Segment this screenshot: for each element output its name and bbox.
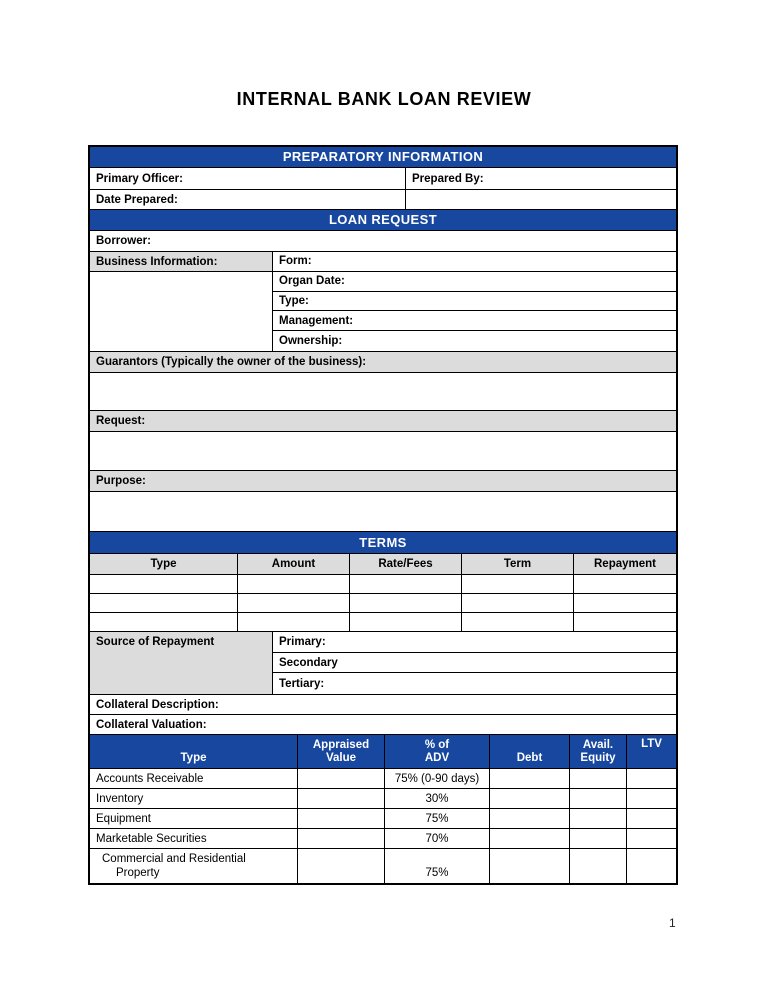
collateral-col-ltv: LTV (626, 735, 676, 768)
appraised-value-cell[interactable] (297, 849, 384, 883)
date-prepared-field[interactable]: Date Prepared: (96, 193, 178, 206)
terms-rate-cell[interactable] (349, 613, 461, 631)
pct-of-adv-cell: 30% (384, 789, 489, 808)
row-date-prepared (90, 190, 676, 210)
row-collateral-valuation (90, 715, 676, 735)
terms-type-cell[interactable] (90, 613, 237, 631)
appraised-value-cell[interactable] (297, 769, 384, 788)
terms-repayment-cell[interactable] (573, 613, 676, 631)
row-source-of-repayment (90, 632, 676, 695)
row-business-information (90, 252, 676, 352)
primary-officer-field[interactable]: Primary Officer: (96, 172, 183, 185)
terms-type-cell[interactable] (90, 575, 237, 593)
section-header-loan-request: LOAN REQUEST (90, 210, 676, 231)
collateral-col-avail-equity: Avail. Equity (569, 735, 626, 768)
terms-term-cell[interactable] (461, 613, 573, 631)
avail-equity-cell[interactable] (569, 769, 626, 788)
collateral-type-cell: Inventory (96, 792, 144, 805)
repayment-sources-column (273, 632, 676, 694)
tertiary-source-field[interactable]: Tertiary: (279, 677, 325, 690)
avail-equity-cell[interactable] (569, 829, 626, 848)
section-header-terms: TERMS (90, 532, 676, 554)
page-title: INTERNAL BANK LOAN REVIEW (236, 89, 532, 109)
terms-type-cell[interactable] (90, 594, 237, 612)
pct-of-adv-cell: 75% (384, 849, 489, 883)
row-request-entry (90, 432, 676, 471)
management-field[interactable]: Management: (273, 311, 676, 331)
request-label: Request: (90, 411, 676, 431)
terms-col-rate-fees: Rate/Fees (349, 554, 461, 574)
debt-cell[interactable] (489, 789, 569, 808)
appraised-value-cell[interactable] (297, 789, 384, 808)
debt-cell[interactable] (489, 849, 569, 883)
terms-repayment-cell[interactable] (573, 594, 676, 612)
business-detail-column (273, 252, 676, 351)
ltv-cell[interactable] (626, 849, 676, 883)
collateral-col-debt: Debt (489, 735, 569, 768)
terms-amount-cell[interactable] (237, 613, 349, 631)
terms-repayment-cell[interactable] (573, 575, 676, 593)
row-guarantors-entry (90, 373, 676, 411)
business-information-blank-cell[interactable] (90, 272, 272, 351)
ltv-cell[interactable] (626, 789, 676, 808)
date-prepared-value-field[interactable] (405, 190, 676, 209)
debt-cell[interactable] (489, 809, 569, 828)
purpose-label: Purpose: (90, 471, 676, 491)
avail-equity-cell[interactable] (569, 849, 626, 883)
business-information-label: Business Information: (90, 252, 272, 272)
collateral-type-cell: Commercial and Residential Property (102, 853, 246, 879)
collateral-row-marketable-securities (90, 829, 676, 849)
row-officer-preparer (90, 168, 676, 190)
loan-review-form (88, 145, 678, 885)
terms-term-cell[interactable] (461, 594, 573, 612)
terms-rate-cell[interactable] (349, 594, 461, 612)
terms-col-term: Term (461, 554, 573, 574)
collateral-row-inventory (90, 789, 676, 809)
terms-header-row (90, 554, 676, 575)
pct-of-adv-cell: 70% (384, 829, 489, 848)
avail-equity-cell[interactable] (569, 809, 626, 828)
collateral-row-commercial-residential (90, 849, 676, 883)
pct-of-adv-cell: 75% (384, 809, 489, 828)
collateral-type-cell: Marketable Securities (96, 832, 207, 845)
collateral-header-row (90, 735, 676, 769)
request-entry-field[interactable] (90, 432, 676, 470)
collateral-type-cell: Accounts Receivable (96, 772, 204, 785)
guarantors-entry-field[interactable] (90, 373, 676, 410)
page-number: 1 (669, 916, 676, 930)
row-request-header (90, 411, 676, 432)
collateral-description-field[interactable]: Collateral Description: (96, 698, 219, 711)
row-purpose-header (90, 471, 676, 492)
collateral-col-appraised-value: Appraised Value (297, 735, 384, 768)
collateral-row-equipment (90, 809, 676, 829)
terms-rate-cell[interactable] (349, 575, 461, 593)
ltv-cell[interactable] (626, 809, 676, 828)
appraised-value-cell[interactable] (297, 829, 384, 848)
guarantors-label: Guarantors (Typically the owner of the business): (90, 352, 676, 372)
terms-entry-row (90, 594, 676, 613)
debt-cell[interactable] (489, 829, 569, 848)
form-field[interactable]: Form: (273, 252, 676, 272)
terms-amount-cell[interactable] (237, 594, 349, 612)
purpose-entry-field[interactable] (90, 492, 676, 531)
collateral-valuation-field[interactable]: Collateral Valuation: (96, 718, 207, 731)
collateral-col-pct-of-adv: % of ADV (384, 735, 489, 768)
primary-source-field[interactable]: Primary: (273, 632, 676, 653)
terms-col-repayment: Repayment (573, 554, 676, 574)
terms-entry-row (90, 613, 676, 632)
row-guarantors-header (90, 352, 676, 373)
terms-amount-cell[interactable] (237, 575, 349, 593)
prepared-by-field[interactable]: Prepared By: (405, 168, 676, 189)
collateral-type-cell: Equipment (96, 812, 151, 825)
section-header-preparatory-information: PREPARATORY INFORMATION (90, 147, 676, 168)
type-field[interactable]: Type: (273, 292, 676, 312)
terms-col-amount: Amount (237, 554, 349, 574)
avail-equity-cell[interactable] (569, 789, 626, 808)
row-borrower (90, 231, 676, 252)
secondary-source-field[interactable]: Secondary (273, 653, 676, 674)
pct-of-adv-cell: 75% (0-90 days) (384, 769, 489, 788)
terms-entry-row (90, 575, 676, 594)
row-purpose-entry (90, 492, 676, 532)
ltv-cell[interactable] (626, 769, 676, 788)
terms-term-cell[interactable] (461, 575, 573, 593)
ltv-cell[interactable] (626, 829, 676, 848)
business-information-column (90, 252, 273, 351)
appraised-value-cell[interactable] (297, 809, 384, 828)
collateral-col-type: Type (180, 752, 207, 764)
organ-date-field[interactable]: Organ Date: (273, 272, 676, 292)
borrower-field[interactable]: Borrower: (96, 235, 151, 247)
debt-cell[interactable] (489, 769, 569, 788)
terms-col-type: Type (150, 558, 177, 570)
collateral-row-accounts-receivable (90, 769, 676, 789)
ownership-field[interactable]: Ownership: (279, 335, 343, 348)
row-collateral-description (90, 695, 676, 715)
source-of-repayment-label: Source of Repayment (90, 632, 273, 694)
